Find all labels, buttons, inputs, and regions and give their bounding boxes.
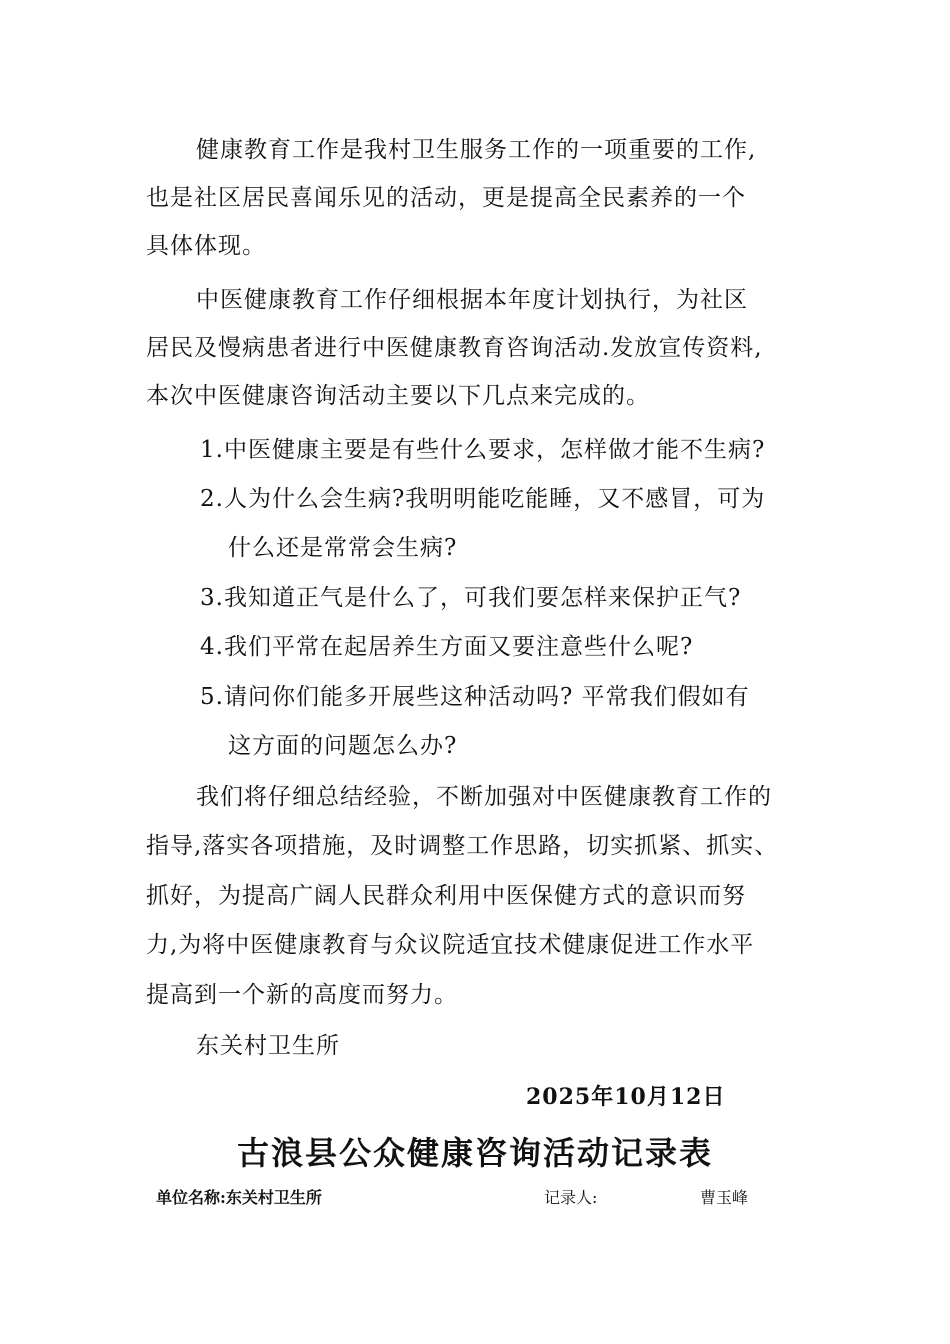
paragraph-line: 中医健康教育工作仔细根据本年度计划执行，为社区 (196, 287, 748, 313)
list-item: 5.请问你们能多开展些这种活动吗? 平常我们假如有 (200, 684, 750, 710)
recorder-label: 记录人: (544, 1188, 598, 1207)
document-date: 2025年10月12日 (526, 1084, 726, 1110)
paragraph-line: 具体体现。 (146, 233, 266, 259)
recorder-name: 曹玉峰 (700, 1188, 749, 1207)
list-item-continuation: 什么还是常常会生病? (228, 535, 458, 561)
signature-organization: 东关村卫生所 (196, 1033, 340, 1059)
paragraph-line: 我们将仔细总结经验，不断加强对中医健康教育工作的 (196, 784, 772, 810)
list-item: 4.我们平常在起居养生方面又要注意些什么呢? (200, 634, 694, 660)
paragraph-line: 力,为将中医健康教育与众议院适宜技术健康促进工作水平 (146, 932, 755, 958)
paragraph-line: 提高到一个新的高度而努力。 (146, 982, 458, 1008)
unit-name: 单位名称:东关村卫生所 (156, 1188, 322, 1207)
list-item-continuation: 这方面的问题怎么办? (228, 733, 458, 759)
paragraph-line: 居民及慢病患者进行中医健康教育咨询活动.发放宣传资料, (146, 335, 763, 361)
paragraph-line: 抓好，为提高广阔人民群众利用中医保健方式的意识而努 (146, 883, 746, 909)
paragraph-line: 本次中医健康咨询活动主要以下几点来完成的。 (146, 383, 650, 409)
form-title: 古浪县公众健康咨询活动记录表 (236, 1134, 713, 1172)
list-item: 1.中医健康主要是有些什么要求，怎样做才能不生病? (200, 437, 766, 463)
paragraph-line: 健康教育工作是我村卫生服务工作的一项重要的工作, (196, 137, 757, 163)
list-item: 3.我知道正气是什么了，可我们要怎样来保护正气? (200, 585, 742, 611)
paragraph-line: 指导,落实各项措施，及时调整工作思路，切实抓紧、抓实、 (146, 833, 779, 859)
list-item: 2.人为什么会生病?我明明能吃能睡，又不感冒，可为 (200, 486, 766, 512)
paragraph-line: 也是社区居民喜闻乐见的活动，更是提高全民素养的一个 (146, 185, 746, 211)
